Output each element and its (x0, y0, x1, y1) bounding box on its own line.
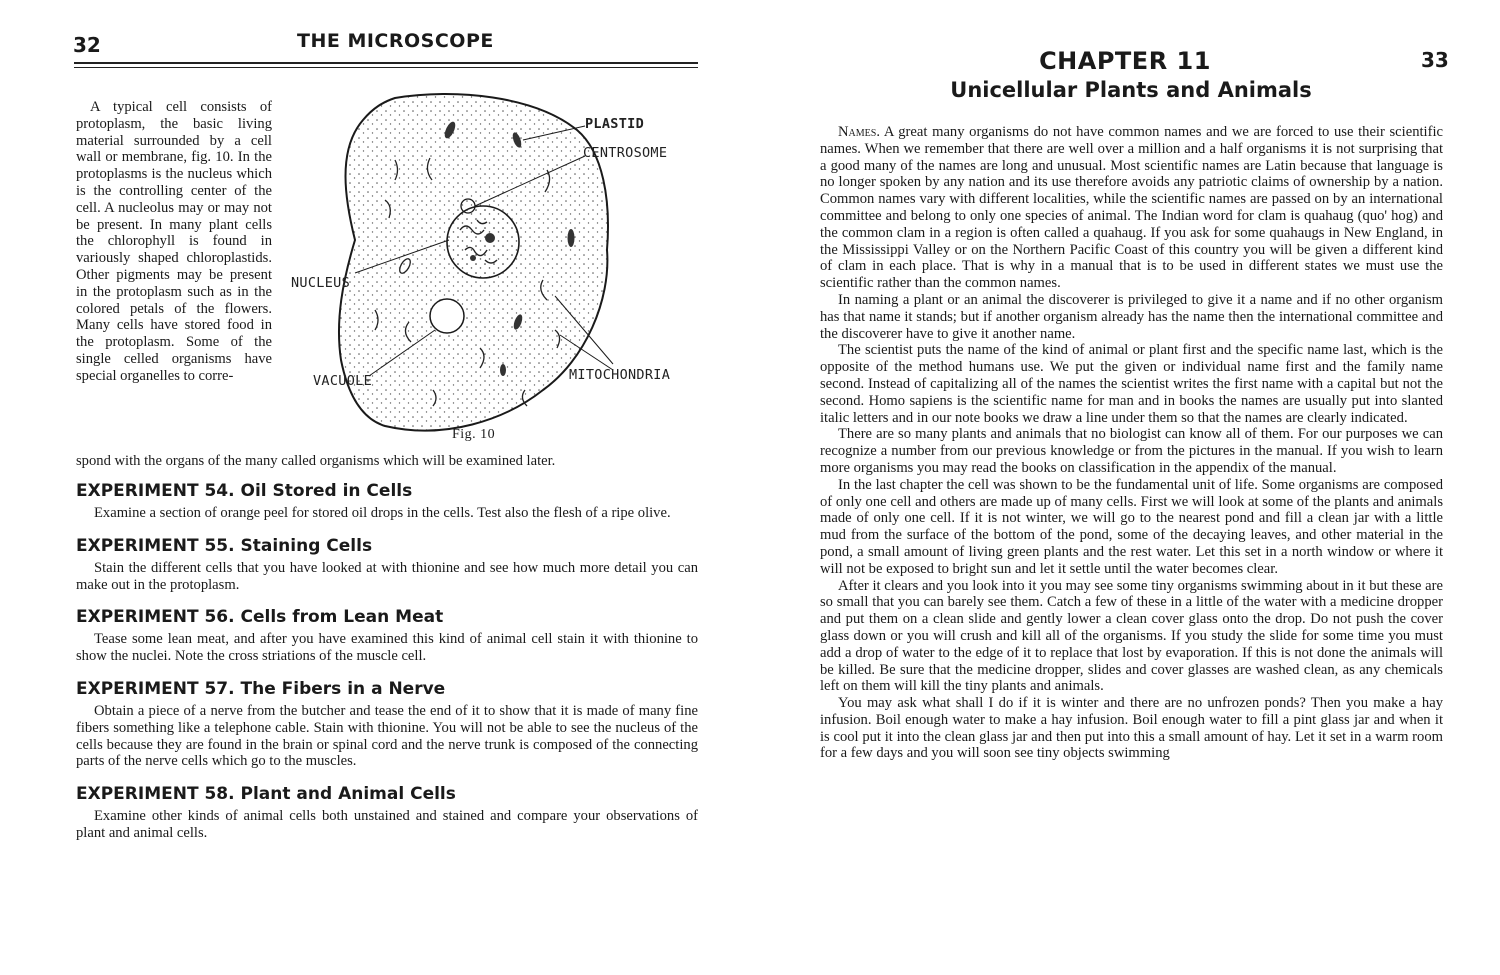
paragraph-text: In the last chapter the cell was shown to be the fundamental unit of life. Some organisms are composed of only one cell and others are made up of many cells. First we will look at some of the plants and animals made of only one cell. If it is not winter, we will go to the nearest pond and fill a clean jar with a little mud from the surface of the bottom of the pond, some of the decaying leaves, and other material in the pond, a small amount of living green plants and the rest water. Let this set in a north window or where it will not be exposed to bright sun and let it settle until the water becomes clear. (820, 476, 1443, 577)
experiment-text: Obtain a piece of a nerve from the butcher and tease the end of it to show that it is made of many fine fibers something like a telephone cable. Stain with thionine. You will not be able to see the nucleus of the cells because they are found in the brain or spinal cord and the nerve trunk is composed of the connecting parts of the nerve cells which go to the muscles. (76, 702, 698, 770)
paragraph (820, 695, 1443, 762)
intro-paragraph: A typical cell consists of protoplasm, the basic living material surrounded by a cell wall or membrane, fig. 10. In the protoplasms is the nucleus which is the controlling center of the cell. A nucleolus may or may not be present. In many plant cells the chlorophyll is found in variously shaped chloroplastids. Other pigments may be present in the protoplasm such as in the colored petals of the flowers. Many cells have stored food in the protoplasm. Some of the single celled organisms have special organelles to corre- (76, 99, 272, 384)
nucleus-label: NUCLEUS (291, 275, 350, 291)
paragraph (820, 578, 1443, 696)
experiment-title: EXPERIMENT 58. Plant and Animal Cells (76, 784, 456, 805)
experiment-56 (76, 607, 698, 665)
cell-diagram-figure (285, 90, 700, 455)
paragraph-names (820, 124, 1443, 292)
paragraph (820, 292, 1443, 342)
chapter-body (820, 124, 1443, 762)
paragraph (820, 342, 1443, 426)
experiment-text: Examine a section of orange peel for stored oil drops in the cells. Test also the flesh of a ripe olive. (94, 505, 671, 521)
vacuole-shape (430, 299, 464, 333)
experiment-text: Tease some lean meat, and after you have examined this kind of animal cell stain it with thionine to show the nuclei. Note the cross striations of the muscle cell. (76, 631, 698, 665)
centrosome-label: CENTROSOME (583, 145, 668, 161)
experiments-list (76, 481, 698, 856)
nucleus-shape (447, 206, 519, 278)
plastid-label: PLASTID (585, 116, 644, 132)
experiment-title: EXPERIMENT 57. The Fibers in a Nerve (76, 678, 446, 699)
paragraph-text: After it clears and you look into it you may see some tiny organisms swimming about in it but these are so small that you can barely see them. Catch a few of these in a little of the water with a medicine dropper and put them on a clean slide and gently lower a clean cover glass onto the drop. Do not push the cover glass down or you will crush and kill all of the organisms. If you study the slide for some time you must add a drop of water to the edge of it to replace that lost by evaporation. If this is not done the animals will be killed. Be sure that the medicine dropper, slides and cover glasses are washed clean, as any chemicals left on them will kill the tiny plants and animals. (820, 577, 1443, 695)
paragraph (820, 477, 1443, 578)
header-rule-thin (74, 67, 698, 68)
paragraph-text: The scientist puts the name of the kind of animal or plant first and the specific name last, which is the opposite of the method humans use. We put the given or individual name first and the family name second. Instead of capitalizing all of the names the scientist writes the first name with a capital but not the second. Homo sapiens is the scientific name for man and in books the names are usually put into slanted italic letters and in our note books we draw a line under them so that the names are clearly indicated. (820, 342, 1443, 426)
experiment-title: EXPERIMENT 54. Oil Stored in Cells (76, 481, 413, 501)
paragraph-text: You may ask what shall I do if it is winter and there are no unfrozen ponds? Then you make a hay infusion. Boil enough water to make a hay infusion. Boil enough water to fill a pint glass jar and when it is cool put it into the clean glass jar and then put into this a small amount of hay. Let it set in a warm room for a few days and you will soon see tiny objects swimming (820, 695, 1443, 762)
running-head: THE MICROSCOPE (297, 30, 494, 52)
experiment-55 (76, 536, 698, 594)
figure-caption: Fig. 10 (452, 427, 496, 442)
vacuole-label: VACUOLE (313, 373, 372, 389)
experiment-title: EXPERIMENT 56. Cells from Lean Meat (76, 607, 444, 628)
intro-paragraph-continuation: spond with the organs of the many called organisms which will be examined later. (76, 453, 556, 469)
experiment-58 (76, 784, 698, 842)
page-number: 33 (1421, 48, 1449, 72)
experiment-57 (76, 679, 698, 770)
experiment-54 (76, 481, 698, 522)
paragraph (820, 426, 1443, 476)
experiment-text: Examine other kinds of animal cells both unstained and stained and compare your observations of plant and animal cells. (76, 808, 698, 841)
experiment-title: EXPERIMENT 55. Staining Cells (76, 535, 373, 556)
right-page (750, 0, 1500, 975)
paragraph-text: A great many organisms do not have common names and we are forced to use their scientific names. When we remember that there are well over a million and a half organisms it is not surprising that a good many of the names are long and unusual. Most scientific names are Latin because that language is no longer spoken by any nation and its use therefore avoids any patriotic claims of ownership by a nation. Common names vary with different localities, while the scientific names are passed on by an international committee and belong to only one species of animal. The Indian word for clam is quahaug (quo' hog) and the common clam in a region is often called a quahaug. If you ask for some quahaugs in New England, in the Mississippi Valley or on the Northern Pacific Coast of this country you will be given a different kind of clam in each place. That is why in a manual that is to be used in different states we must use the scientific rather than the common names. (820, 124, 1443, 292)
paragraph-lead: Names. (838, 124, 880, 140)
chapter-number: CHAPTER 11 (1039, 47, 1211, 75)
paragraph-text: There are so many plants and animals that no biologist can know all of them. For our purposes we can recognize a number from our previous knowledge or from the pictures in the manual. If you wish to learn more organisms you may read the books on classification in the appendix of the manual. (820, 426, 1443, 476)
mitochondria-label: MITOCHONDRIA (569, 367, 671, 383)
chapter-title: Unicellular Plants and Animals (950, 78, 1312, 102)
paragraph-text: In naming a plant or an animal the discoverer is privileged to give it a name and if no other organism has that name it stands; but if another organism already has the name then the international committee and the discoverer have to give it another name. (820, 291, 1443, 342)
experiment-text: Stain the different cells that you have looked at with thionine and see how much more detail you can make out in the protoplasm. (76, 559, 698, 593)
header-rule (74, 62, 698, 64)
page-number: 32 (73, 33, 101, 57)
